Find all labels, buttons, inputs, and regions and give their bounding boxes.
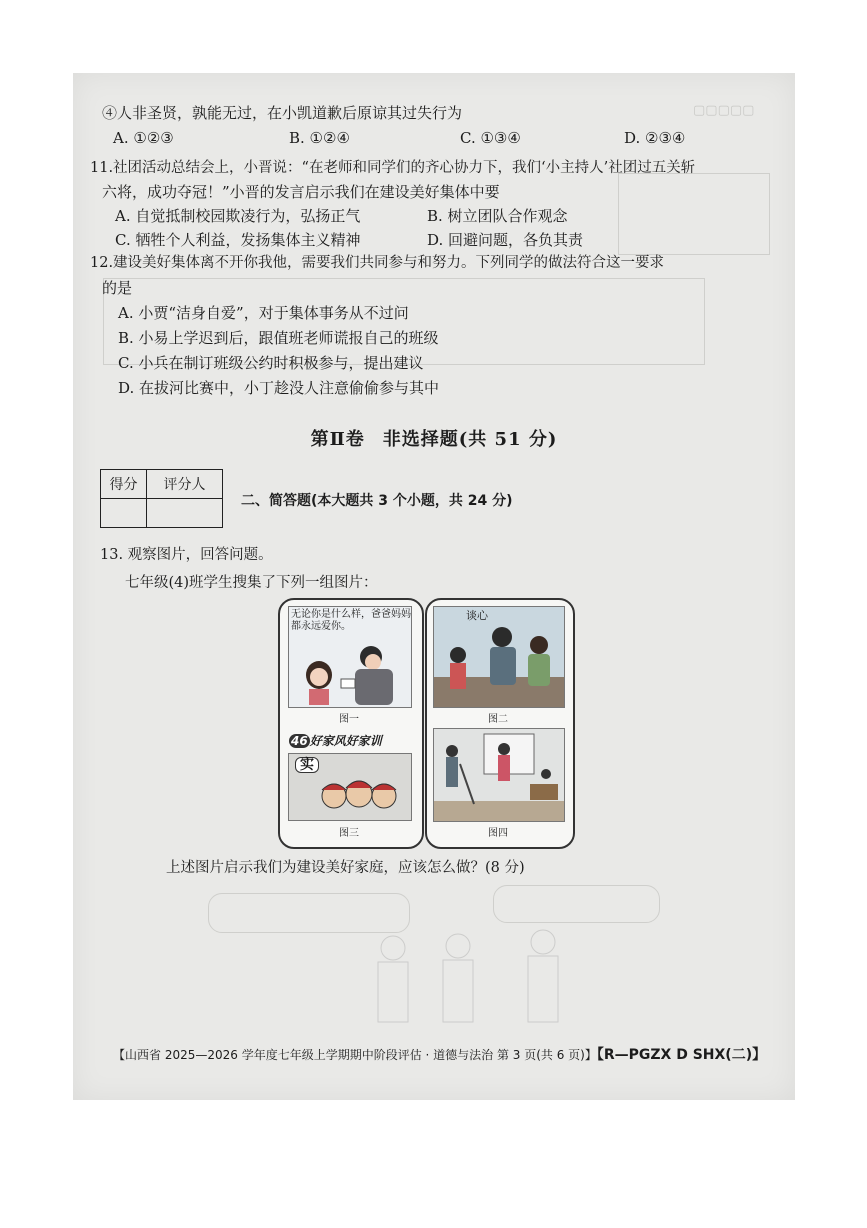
q12-option-d[interactable]: D. 在拔河比赛中，小丁趁没人注意偷偷参与其中 [118,379,440,397]
banner-text: 好家风好家训 [309,734,382,748]
score-cell[interactable] [101,499,147,528]
figure-3-shi-sign: 实 [295,757,319,773]
q11-stem-line2: 六将，成功夺冠！”小晋的发言启示我们在建设美好集体中要 [102,183,500,201]
bleed-through-box [493,885,660,923]
bleed-through-figures [363,928,613,1038]
q10-option-d[interactable]: D. ②③④ [624,129,686,147]
banner-number: 46 [291,734,308,748]
grader-cell[interactable] [147,499,223,528]
figure-2-label: 谈心 [466,609,488,622]
q11-option-b[interactable]: B. 树立团队合作观念 [427,207,568,225]
section2-heading: 二、简答题(本大题共 3 个小题，共 24 分) [241,493,513,509]
q10-option-a[interactable]: A. ①②③ [113,129,174,147]
q13-context: 七年级(4)班学生搜集了下列一组图片： [125,575,378,591]
speech-line-1: 无论你是什么样，爸爸妈妈 [291,609,411,620]
q11-option-d[interactable]: D. 回避问题，各负其责 [427,231,584,249]
exam-page [73,73,795,1100]
q10-statement-4: ④人非圣贤，孰能无过，在小凯道歉后原谅其过失行为 [102,104,463,122]
q10-option-b[interactable]: B. ①②④ [289,129,350,147]
figure-2-image [433,606,565,708]
part2-title [73,425,795,451]
q11-stem-line1: 11.社团活动总结会上，小晋说：“在老师和同学们的齐心协力下，我们‘小主持人’社团过五关斩 [90,160,696,176]
footer-left: 【山西省 2025—2026 学年度七年级上学期期中阶段评估 · 道德与法治 第 3 页(共 6 页)】 [113,1048,597,1062]
bleed-through-box [618,173,770,255]
q12-stem-line1: 12.建设美好集体离不开你我他，需要我们共同参与和努力。下列同学的做法符合这一要求 [90,255,665,271]
score-table [100,469,223,528]
figure-3-caption: 图三 [339,828,359,839]
part2-title-left: 第Ⅱ卷 [310,429,365,450]
part2-title-right: 非选择题(共 51 分) [382,429,558,450]
bleed-through-box [208,893,410,933]
q11-option-c[interactable]: C. 牺牲个人利益，发扬集体主义精神 [115,231,361,249]
bleed-through-text: ▢▢▢▢▢ [693,103,755,118]
figure-4-image [433,728,565,822]
q12-stem-line2: 的是 [102,279,133,297]
q12-option-b[interactable]: B. 小易上学迟到后，跟值班老师谎报自己的班级 [118,329,439,347]
figure-4-caption: 图四 [488,828,508,839]
q12-option-c[interactable]: C. 小兵在制订班级公约时积极参与，提出建议 [118,354,424,372]
figure-3-banner [289,735,382,747]
page-footer [113,1044,766,1064]
score-header: 得分 [101,470,147,499]
q11-option-a[interactable]: A. 自觉抵制校园欺凌行为，弘扬正气 [115,207,361,225]
speech-line-2: 都永远爱你。 [291,621,351,632]
grader-header: 评分人 [147,470,223,499]
q12-option-a[interactable]: A. 小贾“洁身自爱”，对于集体事务从不过问 [118,304,409,322]
figure-1-caption: 图一 [339,714,359,725]
figure-2-drawing [434,607,564,707]
footer-right: 【R—PGZX D SHX(二)】 [596,1047,767,1063]
figure-4-drawing [434,729,564,821]
figure-2-caption: 图二 [488,714,508,725]
q13-stem: 13. 观察图片，回答问题。 [100,547,273,563]
q10-option-c[interactable]: C. ①③④ [460,129,521,147]
figure-1-speech [291,609,411,633]
q13-question: 上述图片启示我们为建设美好家庭，应该怎么做？(8 分) [166,860,525,876]
